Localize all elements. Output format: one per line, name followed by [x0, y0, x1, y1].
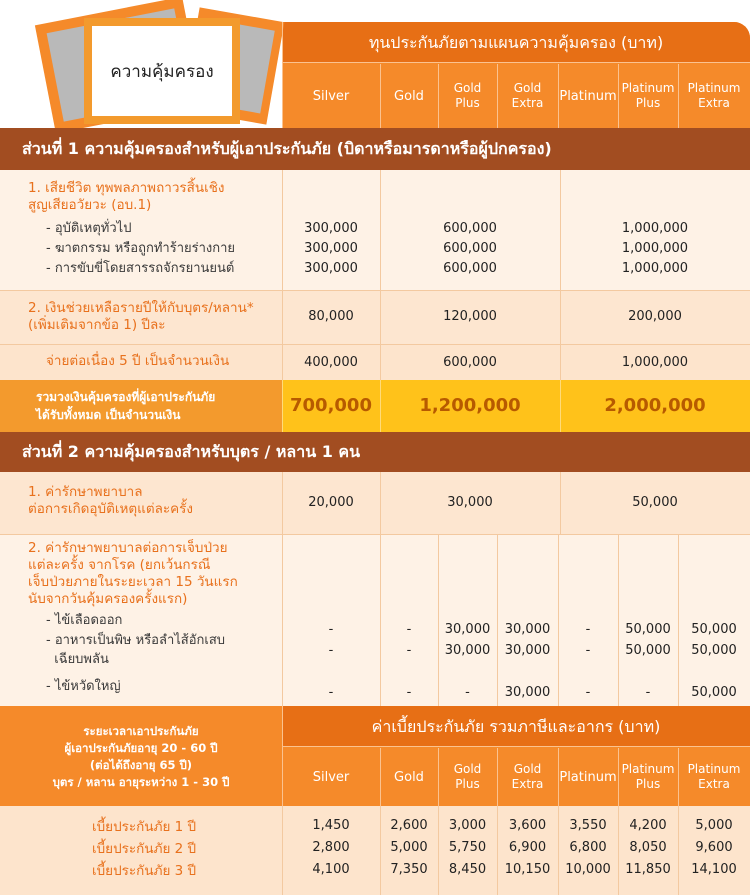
header1-plan-3: Gold Extra: [511, 81, 544, 110]
premium-plan-4: Platinum: [559, 769, 617, 785]
premium-r1-c1: 5,000: [390, 840, 428, 855]
s1-i3-silver: 400,000: [304, 355, 358, 370]
s1-i3-gold: 600,000: [443, 355, 497, 370]
divider-line: [560, 380, 561, 432]
s1-i1-r1-silver: 300,000: [304, 221, 358, 236]
premium-r1-c4: 6,800: [569, 840, 607, 855]
divider-line: [380, 472, 381, 534]
s2-r1-c5: 50,000: [625, 643, 671, 658]
s1-i2-plat: 200,000: [628, 309, 682, 324]
s1-i1-r2-plat: 1,000,000: [621, 241, 689, 256]
sub-accident: - อุบัติเหตุทั่วไป: [46, 221, 132, 236]
s1-i1-r1-gold: 600,000: [443, 221, 497, 236]
divider-line: [558, 64, 559, 128]
header1-plan-1: Gold: [394, 88, 424, 104]
section2-sub-influenza: - ไข้หวัดใหญ่: [46, 679, 121, 694]
divider-line: [380, 806, 381, 895]
s2-i1-plat: 50,000: [632, 495, 678, 510]
divider-line: [497, 534, 498, 706]
premium-label-3y: เบี้ยประกันภัย 3 ปี: [92, 863, 197, 879]
divider-line: [282, 380, 283, 432]
s1-i1-r1-plat: 1,000,000: [621, 221, 689, 236]
total-title: รวมวงเงินคุ้มครองที่ผู้เอาประกันภัย ได้รับทั้งหมด เป็นจำนวนเงิน: [36, 390, 216, 422]
s2-r2-c4: -: [585, 685, 591, 700]
section1-item1-title: 1. เสียชีวิต ทุพพลภาพถาวรสิ้นเชิง สูญเสียอวัยวะ (อบ.1): [28, 180, 225, 213]
s2-r2-c2: -: [465, 685, 470, 700]
divider-line: [0, 534, 750, 535]
section2-sub-foodpoison: - อาหารเป็นพิษ หรือลำไส้อักเสบ เฉียบพลัน: [46, 633, 226, 667]
s2-r0-c3: 30,000: [504, 622, 551, 637]
s2-i1-silver: 20,000: [308, 495, 354, 510]
premium-label-2y: เบี้ยประกันภัย 2 ปี: [92, 841, 197, 857]
s1-i1-r3-gold: 600,000: [443, 261, 497, 276]
premium-r2-c5: 11,850: [625, 862, 671, 877]
premium-r0-c6: 5,000: [695, 818, 733, 833]
divider-line: [558, 806, 559, 895]
divider-line: [282, 806, 283, 895]
s1-i1-r2-gold: 600,000: [443, 241, 497, 256]
divider-line: [558, 748, 559, 806]
premium-r2-c3: 10,150: [504, 862, 551, 877]
premium-r2-c6: 14,100: [691, 862, 737, 877]
s2-r2-c5: -: [645, 685, 651, 700]
s2-r0-c0: -: [328, 622, 334, 637]
divider-line: [678, 748, 679, 806]
divider-line: [0, 344, 750, 345]
premium-r1-c5: 8,050: [629, 840, 667, 855]
sub-murder: - ฆาตกรรม หรือถูกทำร้ายร่างกาย: [46, 241, 236, 256]
s1-i1-r3-silver: 300,000: [304, 261, 358, 276]
premium-plan-6: Platinum Extra: [687, 762, 741, 791]
divider-line: [560, 170, 561, 380]
sub-motorcycle: - การขับขี่โดยสารรถจักรยานยนต์: [46, 261, 235, 276]
divider-line: [618, 534, 619, 706]
premium-r2-c4: 10,000: [565, 862, 611, 877]
premium-r0-c0: 1,450: [312, 818, 350, 833]
coverage-label: ความคุ้มครอง: [110, 61, 214, 82]
section1-title: ส่วนที่ 1 ความคุ้มครองสำหรับผู้เอาประกันภัย (บิดาหรือมารดาหรือผู้ปกครอง): [0, 128, 750, 170]
s2-r2-c1: -: [406, 685, 412, 700]
divider-line: [0, 290, 750, 291]
s1-i2-gold: 120,000: [443, 309, 497, 324]
divider-line: [438, 806, 439, 895]
s2-r1-c3: 30,000: [504, 643, 551, 658]
total-gold: 1,200,000: [419, 395, 521, 416]
divider-line: [678, 64, 679, 128]
divider-line: [282, 170, 283, 380]
premium-r0-c2: 3,000: [448, 818, 487, 833]
divider-line: [380, 534, 381, 706]
s2-r0-c6: 50,000: [691, 622, 737, 637]
divider-line: [497, 806, 498, 895]
divider-line: [558, 534, 559, 706]
premium-plan-3: Gold Extra: [511, 762, 544, 791]
s2-r0-c5: 50,000: [625, 622, 671, 637]
premium-plan-1: Gold: [394, 769, 424, 785]
divider-line: [282, 62, 750, 63]
divider-line: [438, 534, 439, 706]
divider-line: [380, 64, 381, 128]
divider-line: [282, 22, 283, 128]
divider-line: [678, 534, 679, 706]
premium-row-labels: [92, 816, 282, 882]
premium-r2-c1: 7,350: [390, 862, 428, 877]
section1-item1-subs: [46, 219, 286, 279]
divider-line: [380, 380, 381, 432]
premium-title: ค่าเบี้ยประกันภัย รวมภาษีและอากร (บาท): [371, 716, 661, 736]
premium-r1-c3: 6,900: [508, 840, 547, 855]
divider-line: [678, 806, 679, 895]
divider-line: [282, 472, 283, 534]
premium-r1-c0: 2,800: [312, 840, 350, 855]
divider-line: [438, 64, 439, 128]
s2-r1-c1: -: [406, 643, 412, 658]
s1-i3-plat: 1,000,000: [621, 355, 689, 370]
s2-r0-c2: 30,000: [444, 622, 491, 637]
header1-plan-4: Platinum: [559, 88, 617, 104]
divider-line: [618, 64, 619, 128]
section2-title: ส่วนที่ 2 ความคุ้มครองสำหรับบุตร / หลาน 1 คน: [0, 432, 750, 472]
coverage-label-card-inner: [92, 26, 232, 116]
divider-line: [380, 748, 381, 806]
divider-line: [282, 706, 283, 806]
premium-plan-0: Silver: [312, 769, 350, 785]
premium-r0-c5: 4,200: [629, 818, 667, 833]
premium-r0-c1: 2,600: [390, 818, 428, 833]
header1-plan-6: Platinum Extra: [687, 81, 741, 110]
s1-i1-r2-silver: 300,000: [304, 241, 358, 256]
divider-line: [282, 746, 750, 747]
section2-sub-dengue: - ไข้เลือดออก: [46, 613, 123, 628]
divider-line: [497, 748, 498, 806]
premium-plan-5: Platinum Plus: [621, 762, 675, 791]
premium-r2-c0: 4,100: [312, 862, 350, 877]
header1-plan-5: Platinum Plus: [621, 81, 675, 110]
divider-line: [497, 64, 498, 128]
s2-r2-c3: 30,000: [504, 685, 551, 700]
divider-line: [618, 748, 619, 806]
section1-item2-title: 2. เงินช่วยเหลือรายปีให้กับบุตร/หลาน* (เพิ่มเติมจากข้อ 1) ปีละ: [28, 300, 254, 333]
header1-plan-2: Gold Plus: [453, 81, 482, 110]
premium-r1-c6: 9,600: [695, 840, 733, 855]
divider-line: [618, 806, 619, 895]
s2-r1-c2: 30,000: [444, 643, 491, 658]
divider-line: [380, 170, 381, 380]
premium-r0-c3: 3,600: [508, 818, 547, 833]
divider-line: [438, 748, 439, 806]
section2-item1-title: 1. ค่ารักษาพยาบาล ต่อการเกิดอุบัติเหตุแต่ละครั้ง: [28, 484, 194, 517]
section1-item3-title: จ่ายต่อเนื่อง 5 ปี เป็นจำนวนเงิน: [46, 353, 230, 369]
s2-r2-c0: -: [328, 685, 334, 700]
total-silver: 700,000: [290, 395, 372, 416]
premium-label-1y: เบี้ยประกันภัย 1 ปี: [92, 819, 197, 835]
s2-r0-c1: -: [406, 622, 412, 637]
premium-r1-c2: 5,750: [448, 840, 487, 855]
s1-i1-r3-plat: 1,000,000: [621, 261, 689, 276]
s1-i2-silver: 80,000: [308, 309, 354, 324]
total-plat: 2,000,000: [604, 395, 706, 416]
premium-r0-c4: 3,550: [569, 818, 607, 833]
s2-r1-c4: -: [585, 643, 591, 658]
premium-left-text: ระยะเวลาเอาประกันภัย ผู้เอาประกันภัยอายุ 20 - 60 ปี (ต่อได้ถึงอายุ 65 ปี) บุตร / หลาน อายุระหว่าง 1 - 30 ปี: [52, 724, 230, 789]
s2-r1-c6: 50,000: [691, 643, 737, 658]
divider-line: [560, 472, 561, 534]
divider-line: [282, 534, 283, 706]
premium-r2-c2: 8,450: [448, 862, 487, 877]
s2-r0-c4: -: [585, 622, 591, 637]
s2-r2-c6: 50,000: [691, 685, 737, 700]
header1-plan-0: Silver: [312, 88, 350, 104]
premium-plan-2: Gold Plus: [453, 762, 482, 791]
s2-r1-c0: -: [328, 643, 334, 658]
s2-i1-gold: 30,000: [447, 495, 493, 510]
header1-title: ทุนประกันภัยตามแผนความคุ้มครอง (บาท): [368, 32, 664, 52]
section2-item2-title: 2. ค่ารักษาพยาบาลต่อการเจ็บป่วย แต่ละครั้ง จากโรค (ยกเว้นกรณี เจ็บป่วยภายในระยะเวลา 15 วันแรก นับจากวันคุ้มครองครั้งแรก): [28, 540, 238, 607]
